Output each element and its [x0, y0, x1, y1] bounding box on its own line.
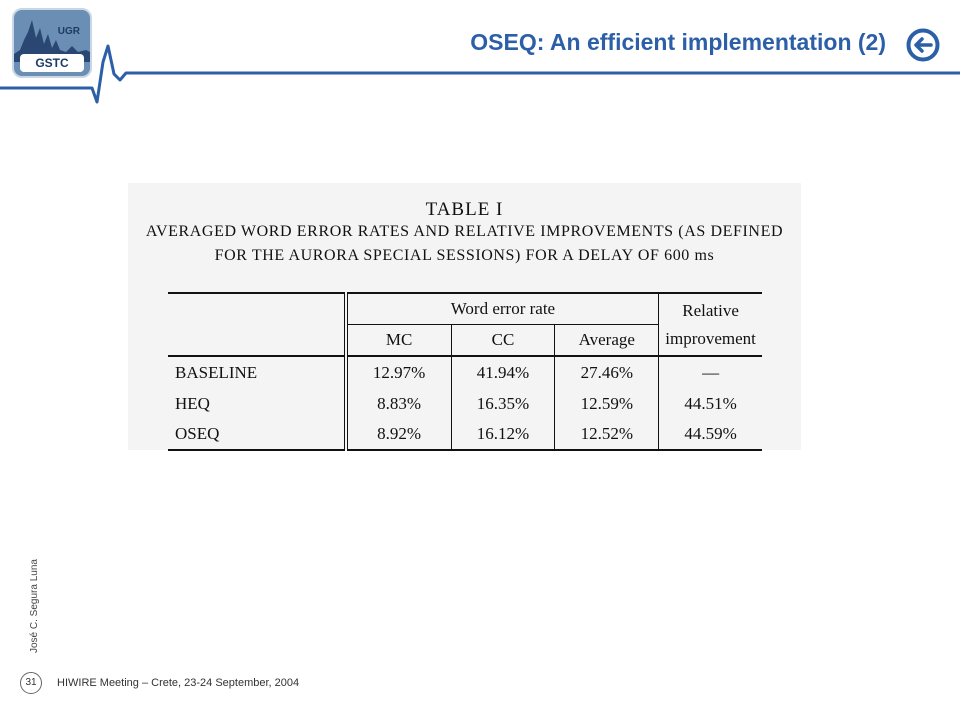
back-button[interactable] — [906, 28, 940, 62]
cc-cell: 41.94% — [451, 356, 555, 389]
average-cell: 12.59% — [555, 389, 659, 419]
average-cell: 27.46% — [555, 356, 659, 389]
author-text: José C. Segura Luna — [29, 559, 40, 653]
back-arrow-icon — [906, 28, 940, 62]
logo-ugr-text: UGR — [57, 26, 80, 37]
mc-cell: 12.97% — [346, 356, 451, 389]
method-cell: HEQ — [168, 389, 346, 419]
column-header-mc: MC — [346, 325, 451, 357]
method-header-cell — [168, 293, 346, 356]
column-header-average: Average — [555, 325, 659, 357]
footer-meeting-text: HIWIRE Meeting – Crete, 23-24 September, 2004 — [57, 677, 300, 689]
method-cell: OSEQ — [168, 419, 346, 450]
relative-improvement-header — [659, 293, 762, 356]
average-cell: 12.52% — [555, 419, 659, 450]
cc-cell: 16.35% — [451, 389, 555, 419]
table-row — [168, 356, 762, 389]
relative-header-line2: improvement — [665, 328, 756, 348]
page-number-badge: 31 — [20, 672, 42, 694]
word-error-table — [168, 292, 762, 451]
table-row — [168, 419, 762, 450]
relative-cell: — — [659, 356, 762, 389]
method-cell: BASELINE — [168, 356, 346, 389]
author-label — [22, 533, 40, 653]
group-header-word-error-rate: Word error rate — [346, 293, 659, 325]
mc-cell: 8.83% — [346, 389, 451, 419]
relative-cell: 44.59% — [659, 419, 762, 450]
table-row — [168, 389, 762, 419]
column-header-cc: CC — [451, 325, 555, 357]
table-figure — [128, 183, 801, 450]
figure-title: TABLE I — [425, 199, 504, 220]
cc-cell: 16.12% — [451, 419, 555, 450]
figure-caption-line1: AVERAGED WORD ERROR RATES AND RELATIVE IMPROVEMENTS (AS DEFINED — [145, 223, 784, 240]
relative-cell: 44.51% — [684, 394, 737, 413]
page-title: OSEQ: An efficient implementation (2) — [470, 29, 886, 55]
relative-header-line1: Relative — [682, 300, 739, 320]
logo-gstc-text: GSTC — [20, 54, 84, 72]
figure-caption-line2: FOR THE AURORA SPECIAL SESSIONS) FOR A DELAY OF 600 ms — [214, 247, 715, 264]
mc-cell: 8.92% — [346, 419, 451, 450]
